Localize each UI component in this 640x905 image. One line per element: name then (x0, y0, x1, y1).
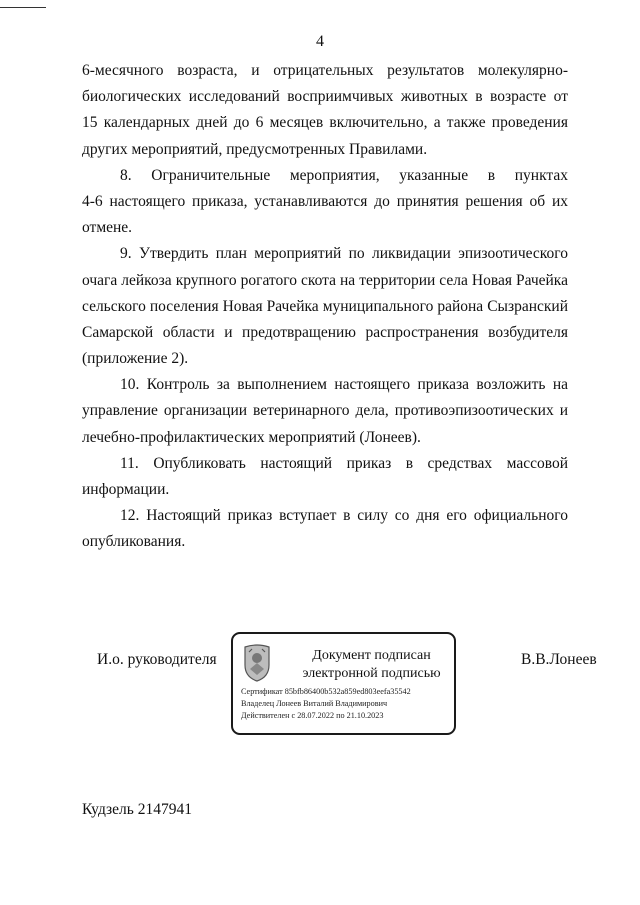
text-line: 12. Настоящий приказ вступает в силу со дня его официального (120, 507, 568, 525)
stamp-certificate: Сертификат 85bfb86400b532a859ed803eefa35542 (241, 687, 411, 696)
text-line: отмене. (82, 219, 133, 237)
text-line: сельского поселения Новая Рачейка муниципального района Сызранский (82, 297, 568, 315)
text-line: очага лейкоза крупного рогатого скота на территории села Новая Рачейка (82, 271, 568, 289)
executor-note: Кудзель 2147941 (82, 801, 192, 818)
text-line: 4-6 настоящего приказа, устанавливаются до принятия решения об их (82, 192, 568, 210)
stamp-title (289, 647, 454, 683)
text-line: опубликования. (82, 533, 186, 551)
text-line: биологических исследований восприимчивых животных в возрасте от (82, 88, 568, 106)
text-line: Самарской области и предотвращению распространения возбудителя (82, 323, 568, 341)
stamp-details (241, 686, 411, 723)
signer-name: В.В.Лонеев (521, 651, 597, 668)
stamp-title-line1: Документ подписан (312, 648, 431, 663)
document-body (82, 58, 568, 556)
text-line: 6-месячного возраста, и отрицательных результатов молекулярно- (82, 62, 568, 79)
text-line: 11. Опубликовать настоящий приказ в средствах массовой (120, 454, 568, 472)
text-line: 15 календарных дней до 6 месяцев включительно, а также проведения (82, 114, 568, 132)
text-line: 9. Утвердить план мероприятий по ликвидации эпизоотического (120, 245, 568, 263)
stamp-validity: Действителен с 28.07.2022 по 21.10.2023 (241, 711, 384, 721)
text-line: 10. Контроль за выполнением настоящего приказа возложить на (120, 376, 568, 394)
text-line: 8. Ограничительные мероприятия, указанные в пунктах (120, 166, 568, 184)
stamp-owner: Владелец Лонеев Виталий Владимирович (241, 699, 388, 709)
text-line: лечебно-профилактических мероприятий (Лонеев). (82, 428, 421, 446)
e-signature-stamp (231, 632, 456, 735)
coat-of-arms-icon (241, 643, 273, 683)
signer-position: И.о. руководителя (97, 651, 217, 668)
stamp-title-line2: электронной подписью (302, 666, 441, 681)
text-line: (приложение 2). (82, 350, 189, 368)
page-number: 4 (316, 33, 324, 50)
top-rule (0, 7, 46, 8)
text-line: управление организации ветеринарного дела, противоэпизоотических и (82, 402, 568, 420)
text-line: информации. (82, 481, 170, 498)
text-line: других мероприятий, предусмотренных Правилами. (82, 140, 428, 158)
